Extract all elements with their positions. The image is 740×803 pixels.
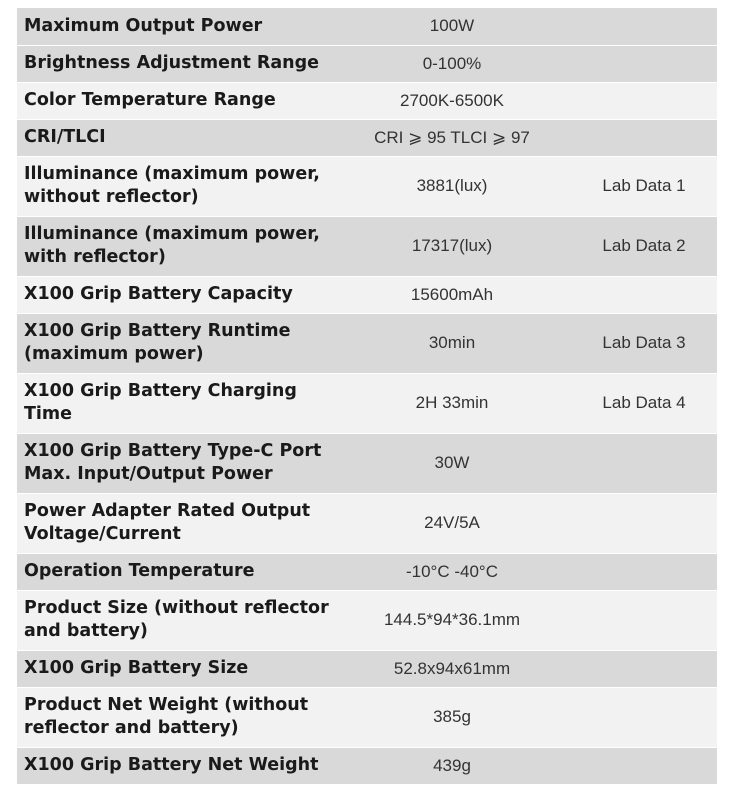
spec-note (571, 747, 717, 784)
spec-value: 144.5*94*36.1mm (333, 590, 571, 650)
spec-row-battery-charging (17, 373, 717, 433)
spec-value: 3881(lux) (333, 156, 571, 216)
spec-label: X100 Grip Battery Type-C Port Max. Input/Output Power (17, 433, 333, 493)
spec-note (571, 433, 717, 493)
spec-label: Brightness Adjustment Range (17, 45, 333, 82)
spec-label: X100 Grip Battery Charging Time (17, 373, 333, 433)
spec-note: Lab Data 2 (571, 216, 717, 276)
spec-note (571, 119, 717, 156)
spec-value: 52.8x94x61mm (333, 650, 571, 687)
spec-row-operation-temperature (17, 553, 717, 590)
spec-row-max-output-power (17, 8, 717, 45)
spec-row-product-weight (17, 687, 717, 747)
spec-note (571, 590, 717, 650)
spec-note (571, 493, 717, 553)
spec-value: 2H 33min (333, 373, 571, 433)
spec-label: X100 Grip Battery Runtime (maximum power) (17, 313, 333, 373)
spec-note: Lab Data 4 (571, 373, 717, 433)
spec-value: 30min (333, 313, 571, 373)
spec-note (571, 45, 717, 82)
spec-note (571, 8, 717, 45)
spec-label: Illuminance (maximum power, with reflector) (17, 216, 333, 276)
spec-row-illuminance-reflector (17, 216, 717, 276)
spec-row-brightness-range (17, 45, 717, 82)
spec-note (571, 82, 717, 119)
spec-value: CRI ⩾ 95 TLCI ⩾ 97 (333, 119, 571, 156)
spec-note (571, 687, 717, 747)
spec-table (17, 8, 717, 785)
spec-row-battery-size (17, 650, 717, 687)
spec-label: Product Net Weight (without reflector and battery) (17, 687, 333, 747)
spec-row-color-temperature (17, 82, 717, 119)
spec-row-product-size (17, 590, 717, 650)
spec-row-battery-capacity (17, 276, 717, 313)
spec-label: Maximum Output Power (17, 8, 333, 45)
spec-row-battery-weight (17, 747, 717, 784)
spec-row-power-adapter (17, 493, 717, 553)
spec-value: -10°C -40°C (333, 553, 571, 590)
spec-label: Color Temperature Range (17, 82, 333, 119)
spec-note: Lab Data 3 (571, 313, 717, 373)
spec-value: 385g (333, 687, 571, 747)
spec-value: 30W (333, 433, 571, 493)
spec-value: 0-100% (333, 45, 571, 82)
spec-row-type-c-power (17, 433, 717, 493)
spec-row-illuminance-no-reflector (17, 156, 717, 216)
spec-note: Lab Data 1 (571, 156, 717, 216)
spec-value: 439g (333, 747, 571, 784)
spec-note (571, 650, 717, 687)
spec-value: 2700K-6500K (333, 82, 571, 119)
spec-value: 100W (333, 8, 571, 45)
spec-label: X100 Grip Battery Capacity (17, 276, 333, 313)
spec-label: Product Size (without reflector and battery) (17, 590, 333, 650)
spec-label: Illuminance (maximum power, without reflector) (17, 156, 333, 216)
spec-row-battery-runtime (17, 313, 717, 373)
spec-label: X100 Grip Battery Size (17, 650, 333, 687)
spec-value: 17317(lux) (333, 216, 571, 276)
spec-row-cri-tlci (17, 119, 717, 156)
spec-note (571, 553, 717, 590)
spec-label: Power Adapter Rated Output Voltage/Current (17, 493, 333, 553)
spec-value: 15600mAh (333, 276, 571, 313)
spec-label: Operation Temperature (17, 553, 333, 590)
spec-value: 24V/5A (333, 493, 571, 553)
spec-label: CRI/TLCI (17, 119, 333, 156)
spec-label: X100 Grip Battery Net Weight (17, 747, 333, 784)
spec-note (571, 276, 717, 313)
